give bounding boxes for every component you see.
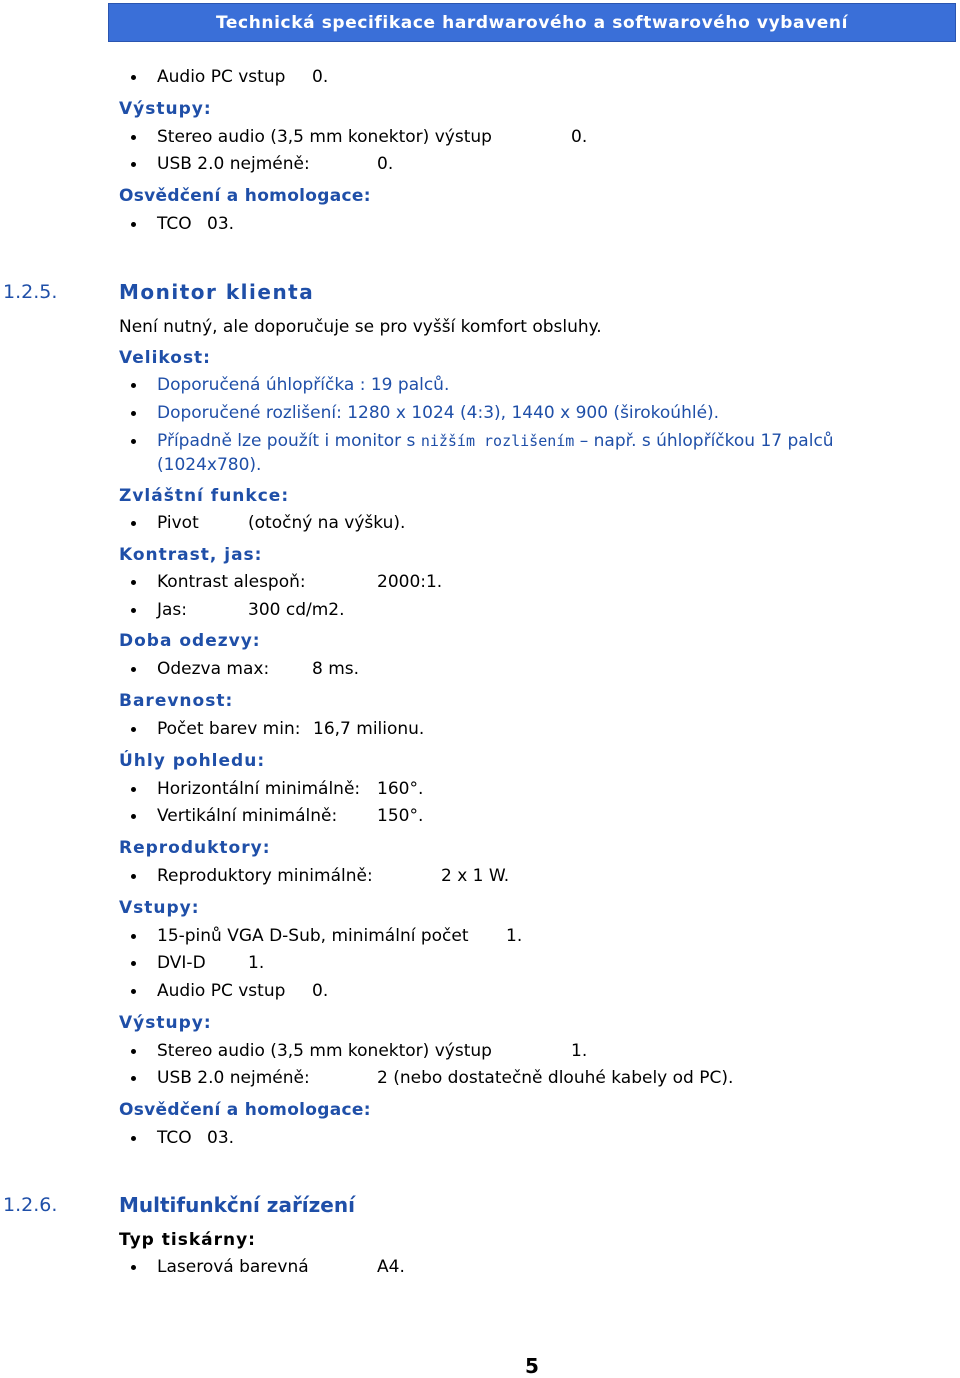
bullet-icon [131, 383, 136, 388]
bullet-icon [131, 1136, 136, 1141]
bullet-icon [131, 667, 136, 672]
bullet-icon [131, 1076, 136, 1081]
bullet-icon [131, 608, 136, 613]
bullet-icon [131, 961, 136, 966]
bullet-icon [131, 521, 136, 526]
bullet-icon [131, 814, 136, 819]
section-heading-text: Monitor klienta [119, 280, 315, 304]
bullet-icon [131, 75, 136, 80]
bullet-icon [131, 135, 136, 140]
bullet-icon [131, 439, 136, 444]
section-number: 1.2.5. [3, 281, 58, 303]
bullet-icon [131, 1265, 136, 1270]
bullet-icon [131, 727, 136, 732]
header-title: Technická specifikace hardwarového a softwarového vybavení [215, 12, 849, 33]
bullet-icon [131, 1049, 136, 1054]
page-number: 5 [525, 1354, 539, 1378]
bullet-icon [131, 787, 136, 792]
bullet-icon [131, 411, 136, 416]
bullet-icon [131, 162, 136, 167]
section-number: 1.2.6. [3, 1194, 58, 1216]
bullet-icon [131, 934, 136, 939]
section-heading-text: Multifunkční zařízení [119, 1193, 355, 1217]
page-header [108, 3, 956, 42]
bullet-icon [131, 580, 136, 585]
bullet-icon [131, 222, 136, 227]
bullet-icon [131, 874, 136, 879]
bullet-icon [131, 989, 136, 994]
